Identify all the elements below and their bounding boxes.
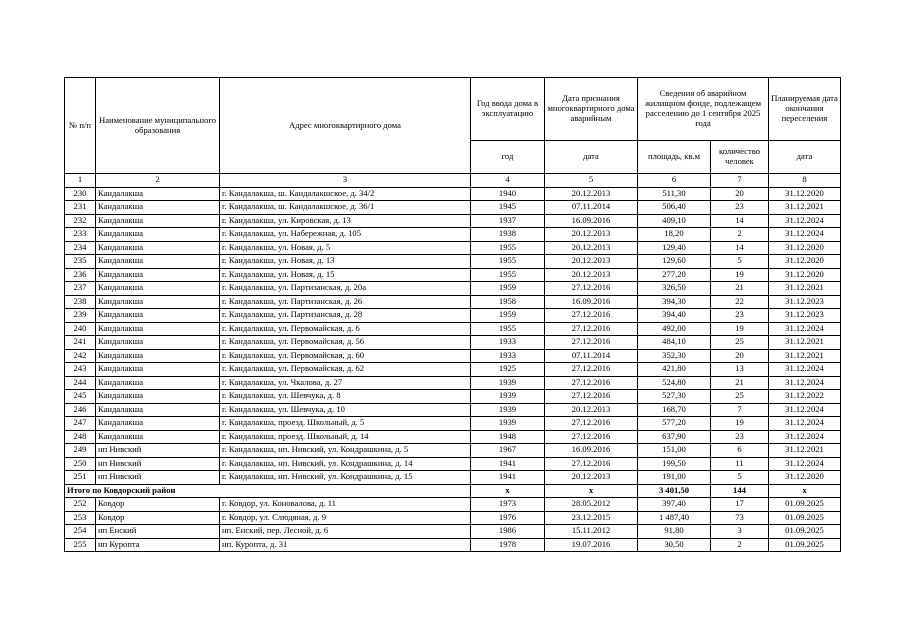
municipality-cell: Кандалакша xyxy=(96,295,220,309)
year-cell: 1941 xyxy=(471,471,545,485)
table-row xyxy=(65,214,841,228)
header-date-emergency: Дата признания многоквартирного дома аварийным xyxy=(545,78,638,141)
row-number: 233 xyxy=(65,228,96,242)
date-cell: 20.12.2013 xyxy=(545,228,638,242)
area-cell: 1 487,40 xyxy=(638,511,711,525)
table-row xyxy=(65,295,841,309)
year-cell: 1938 xyxy=(471,228,545,242)
municipality-cell: Кандалакша xyxy=(96,282,220,296)
end-date-cell: 01.09.2025 xyxy=(769,498,841,512)
year-cell: 1986 xyxy=(471,525,545,539)
year-cell: 1945 xyxy=(471,201,545,215)
row-number: 242 xyxy=(65,349,96,363)
end-date-cell: 31.12.2021 xyxy=(769,336,841,350)
row-number: 237 xyxy=(65,282,96,296)
year-cell: 1959 xyxy=(471,282,545,296)
end-date-cell: 31.12.2020 xyxy=(769,241,841,255)
subheader-date-end: дата xyxy=(769,141,841,174)
end-date-cell: 31.12.2024 xyxy=(769,376,841,390)
row-number: 251 xyxy=(65,471,96,485)
date-cell: 20.12.2013 xyxy=(545,187,638,201)
area-cell: 18,20 xyxy=(638,228,711,242)
year-cell: 1941 xyxy=(471,457,545,471)
row-number: 246 xyxy=(65,403,96,417)
municipality-cell: Кандалакша xyxy=(96,390,220,404)
row-number: 240 xyxy=(65,322,96,336)
address-cell: г. Кандалакша, ул. Чкалова, д. 27 xyxy=(220,376,471,390)
municipality-cell: Кандалакша xyxy=(96,349,220,363)
municipality-cell: Кандалакша xyxy=(96,201,220,215)
row-number: 253 xyxy=(65,511,96,525)
municipality-cell: Кандалакша xyxy=(96,322,220,336)
municipality-cell: Кандалакша xyxy=(96,336,220,350)
table-row xyxy=(65,241,841,255)
area-cell: 191,00 xyxy=(638,471,711,485)
year-cell: 1925 xyxy=(471,363,545,377)
date-cell: 27.12.2016 xyxy=(545,376,638,390)
people-cell: 14 xyxy=(711,241,769,255)
people-cell: 19 xyxy=(711,322,769,336)
people-cell: 23 xyxy=(711,430,769,444)
municipality-cell: Кандалакша xyxy=(96,309,220,323)
year-cell: 1958 xyxy=(471,295,545,309)
area-cell: 394,40 xyxy=(638,309,711,323)
table-row xyxy=(65,498,841,512)
row-number: 249 xyxy=(65,444,96,458)
year-cell: 1940 xyxy=(471,187,545,201)
people-cell: 19 xyxy=(711,417,769,431)
municipality-cell: Кандалакша xyxy=(96,241,220,255)
table-row xyxy=(65,201,841,215)
area-cell: 129,60 xyxy=(638,255,711,269)
address-cell: г. Кандалакша, ул. Новая, д. 5 xyxy=(220,241,471,255)
table-body-total xyxy=(65,484,841,498)
table-row xyxy=(65,538,841,552)
area-cell: 484,10 xyxy=(638,336,711,350)
table-row xyxy=(65,349,841,363)
address-cell: г. Кандалакша, проезд. Школьный, д. 14 xyxy=(220,430,471,444)
municipality-cell: Кандалакша xyxy=(96,268,220,282)
municipality-cell: нп Нивский xyxy=(96,471,220,485)
area-cell: 637,90 xyxy=(638,430,711,444)
end-date-cell: 31.12.2023 xyxy=(769,309,841,323)
date-cell: 27.12.2016 xyxy=(545,390,638,404)
table-row xyxy=(65,417,841,431)
subheader-area: площадь, кв.м xyxy=(638,141,711,174)
municipality-cell: Кандалакша xyxy=(96,376,220,390)
col-number: 3 xyxy=(220,174,471,188)
date-cell: 20.12.2013 xyxy=(545,268,638,282)
subheader-people: количество человек xyxy=(711,141,769,174)
date-cell: 16.09.2016 xyxy=(545,214,638,228)
header-num: № п/п xyxy=(65,78,96,174)
municipality-cell: Кандалакша xyxy=(96,214,220,228)
table-row xyxy=(65,255,841,269)
total-area: 3 401,50 xyxy=(638,484,711,498)
table-row xyxy=(65,390,841,404)
date-cell: 15.11.2012 xyxy=(545,525,638,539)
date-cell: 19.07.2016 xyxy=(545,538,638,552)
date-cell: 27.12.2016 xyxy=(545,282,638,296)
col-number: 6 xyxy=(638,174,711,188)
area-cell: 527,30 xyxy=(638,390,711,404)
row-number: 247 xyxy=(65,417,96,431)
end-date-cell: 31.12.2021 xyxy=(769,282,841,296)
end-date-cell: 01.09.2025 xyxy=(769,511,841,525)
col-number: 7 xyxy=(711,174,769,188)
year-cell: 1933 xyxy=(471,336,545,350)
people-cell: 20 xyxy=(711,349,769,363)
col-number: 4 xyxy=(471,174,545,188)
people-cell: 14 xyxy=(711,214,769,228)
row-number: 234 xyxy=(65,241,96,255)
area-cell: 506,40 xyxy=(638,201,711,215)
table-row xyxy=(65,403,841,417)
area-cell: 352,30 xyxy=(638,349,711,363)
people-cell: 3 xyxy=(711,525,769,539)
date-cell: 20.12.2013 xyxy=(545,403,638,417)
area-cell: 151,00 xyxy=(638,444,711,458)
area-cell: 409,10 xyxy=(638,214,711,228)
date-cell: 20.12.2013 xyxy=(545,471,638,485)
people-cell: 20 xyxy=(711,187,769,201)
header-municipality: Наименование муниципального образования xyxy=(96,78,220,174)
date-cell: 16.09.2016 xyxy=(545,444,638,458)
year-cell: 1939 xyxy=(471,390,545,404)
total-row xyxy=(65,484,841,498)
total-year: х xyxy=(471,484,545,498)
table-row xyxy=(65,444,841,458)
people-cell: 5 xyxy=(711,471,769,485)
municipality-cell: Ковдор xyxy=(96,511,220,525)
address-cell: г. Кандалакша, ул. Первомайская, д. 56 xyxy=(220,336,471,350)
total-date: х xyxy=(545,484,638,498)
row-number: 245 xyxy=(65,390,96,404)
header-info-fund: Сведения об аварийном жилищном фонде, подлежащем расселению до 1 сентября 2025 года xyxy=(638,78,769,141)
address-cell: г. Кандалакша, нп. Нивский, ул. Кондрашкина, д. 15 xyxy=(220,471,471,485)
end-date-cell: 31.12.2024 xyxy=(769,228,841,242)
year-cell: 1939 xyxy=(471,417,545,431)
end-date-cell: 31.12.2024 xyxy=(769,457,841,471)
date-cell: 16.09.2016 xyxy=(545,295,638,309)
year-cell: 1967 xyxy=(471,444,545,458)
municipality-cell: Кандалакша xyxy=(96,430,220,444)
area-cell: 199,50 xyxy=(638,457,711,471)
address-cell: г. Кандалакша, ул. Партизанская, д. 20а xyxy=(220,282,471,296)
year-cell: 1948 xyxy=(471,430,545,444)
people-cell: 2 xyxy=(711,228,769,242)
table-body-kandalaksha xyxy=(65,187,841,484)
area-cell: 168,70 xyxy=(638,403,711,417)
people-cell: 21 xyxy=(711,282,769,296)
municipality-cell: Кандалакша xyxy=(96,187,220,201)
area-cell: 129,40 xyxy=(638,241,711,255)
row-number: 230 xyxy=(65,187,96,201)
area-cell: 511,30 xyxy=(638,187,711,201)
col-number: 2 xyxy=(96,174,220,188)
row-number: 238 xyxy=(65,295,96,309)
end-date-cell: 31.12.2021 xyxy=(769,349,841,363)
people-cell: 23 xyxy=(711,201,769,215)
municipality-cell: нп Куропта xyxy=(96,538,220,552)
municipality-cell: нп Енский xyxy=(96,525,220,539)
area-cell: 277,20 xyxy=(638,268,711,282)
municipality-cell: Кандалакша xyxy=(96,417,220,431)
address-cell: г. Кандалакша, ул. Партизанская, д. 28 xyxy=(220,309,471,323)
end-date-cell: 31.12.2020 xyxy=(769,187,841,201)
housing-table xyxy=(64,77,841,552)
address-cell: г. Кандалакша, ул. Первомайская, д. 6 xyxy=(220,322,471,336)
date-cell: 20.12.2013 xyxy=(545,241,638,255)
table-row xyxy=(65,430,841,444)
end-date-cell: 31.12.2024 xyxy=(769,322,841,336)
address-cell: г. Кандалакша, ул. Первомайская, д. 60 xyxy=(220,349,471,363)
date-cell: 27.12.2016 xyxy=(545,309,638,323)
area-cell: 394,30 xyxy=(638,295,711,309)
end-date-cell: 31.12.2021 xyxy=(769,201,841,215)
people-cell: 19 xyxy=(711,268,769,282)
header-year-commission: Год ввода дома в эксплуатацию xyxy=(471,78,545,141)
subheader-year: год xyxy=(471,141,545,174)
address-cell: нп. Куропта, д. 31 xyxy=(220,538,471,552)
people-cell: 11 xyxy=(711,457,769,471)
people-cell: 7 xyxy=(711,403,769,417)
year-cell: 1955 xyxy=(471,268,545,282)
municipality-cell: нп Нивский xyxy=(96,457,220,471)
table-row xyxy=(65,187,841,201)
table-row xyxy=(65,228,841,242)
year-cell: 1955 xyxy=(471,322,545,336)
table-row xyxy=(65,471,841,485)
address-cell: г. Кандалакша, проезд. Школьный, д. 5 xyxy=(220,417,471,431)
col-number: 5 xyxy=(545,174,638,188)
header-planned-end: Планируемая дата окончания переселения xyxy=(769,78,841,141)
address-cell: г. Кандалакша, ул. Набережная, д. 105 xyxy=(220,228,471,242)
row-number: 250 xyxy=(65,457,96,471)
table-row xyxy=(65,268,841,282)
total-end: х xyxy=(769,484,841,498)
year-cell: 1955 xyxy=(471,255,545,269)
people-cell: 73 xyxy=(711,511,769,525)
table-row xyxy=(65,525,841,539)
date-cell: 28.05.2012 xyxy=(545,498,638,512)
end-date-cell: 31.12.2024 xyxy=(769,214,841,228)
municipality-cell: Кандалакша xyxy=(96,255,220,269)
date-cell: 27.12.2016 xyxy=(545,336,638,350)
year-cell: 1937 xyxy=(471,214,545,228)
year-cell: 1955 xyxy=(471,241,545,255)
end-date-cell: 01.09.2025 xyxy=(769,525,841,539)
end-date-cell: 31.12.2021 xyxy=(769,444,841,458)
year-cell: 1939 xyxy=(471,403,545,417)
row-number: 255 xyxy=(65,538,96,552)
address-cell: г. Кандалакша, ул. Шевчука, д. 10 xyxy=(220,403,471,417)
people-cell: 13 xyxy=(711,363,769,377)
municipality-cell: Кандалакша xyxy=(96,363,220,377)
row-number: 232 xyxy=(65,214,96,228)
row-number: 244 xyxy=(65,376,96,390)
date-cell: 27.12.2016 xyxy=(545,322,638,336)
date-cell: 23.12.2015 xyxy=(545,511,638,525)
people-cell: 25 xyxy=(711,390,769,404)
address-cell: г. Ковдор, ул. Слюдяная, д. 9 xyxy=(220,511,471,525)
address-cell: г. Кандалакша, ул. Партизанская, д. 26 xyxy=(220,295,471,309)
table-row xyxy=(65,336,841,350)
municipality-cell: Ковдор xyxy=(96,498,220,512)
area-cell: 326,50 xyxy=(638,282,711,296)
date-cell: 07.11.2014 xyxy=(545,201,638,215)
address-cell: г. Ковдор, ул. Коновалова, д. 11 xyxy=(220,498,471,512)
area-cell: 577,20 xyxy=(638,417,711,431)
row-number: 241 xyxy=(65,336,96,350)
address-cell: г. Кандалакша, ул. Новая, д. 15 xyxy=(220,268,471,282)
row-number: 236 xyxy=(65,268,96,282)
people-cell: 22 xyxy=(711,295,769,309)
table-row xyxy=(65,511,841,525)
address-cell: г. Кандалакша, нп. Нивский, ул. Кондрашкина, д. 14 xyxy=(220,457,471,471)
address-cell: г. Кандалакша, ш. Кандалакшское, д. 34/2 xyxy=(220,187,471,201)
people-cell: 25 xyxy=(711,336,769,350)
area-cell: 397,40 xyxy=(638,498,711,512)
row-number: 248 xyxy=(65,430,96,444)
area-cell: 91,80 xyxy=(638,525,711,539)
area-cell: 30,50 xyxy=(638,538,711,552)
table-row xyxy=(65,309,841,323)
total-people: 144 xyxy=(711,484,769,498)
municipality-cell: нп Нивский xyxy=(96,444,220,458)
end-date-cell: 31.12.2024 xyxy=(769,403,841,417)
municipality-cell: Кандалакша xyxy=(96,228,220,242)
end-date-cell: 01.09.2025 xyxy=(769,538,841,552)
people-cell: 21 xyxy=(711,376,769,390)
address-cell: нп. Енский, пер. Лесной, д. 6 xyxy=(220,525,471,539)
end-date-cell: 31.12.2022 xyxy=(769,390,841,404)
table-body-kovdor xyxy=(65,498,841,552)
table-row xyxy=(65,322,841,336)
year-cell: 1939 xyxy=(471,376,545,390)
people-cell: 5 xyxy=(711,255,769,269)
date-cell: 27.12.2016 xyxy=(545,363,638,377)
row-number: 231 xyxy=(65,201,96,215)
end-date-cell: 31.12.2020 xyxy=(769,471,841,485)
address-cell: г. Кандалакша, ул. Первомайская, д. 62 xyxy=(220,363,471,377)
area-cell: 421,80 xyxy=(638,363,711,377)
people-cell: 17 xyxy=(711,498,769,512)
area-cell: 492,00 xyxy=(638,322,711,336)
date-cell: 20.12.2013 xyxy=(545,255,638,269)
year-cell: 1973 xyxy=(471,498,545,512)
row-number: 252 xyxy=(65,498,96,512)
subheader-date: дата xyxy=(545,141,638,174)
table-row xyxy=(65,457,841,471)
end-date-cell: 31.12.2020 xyxy=(769,268,841,282)
header-address: Адрес многоквартирного дома xyxy=(220,78,471,174)
year-cell: 1933 xyxy=(471,349,545,363)
address-cell: г. Кандалакша, ул. Новая, д. 13 xyxy=(220,255,471,269)
date-cell: 07.11.2014 xyxy=(545,349,638,363)
col-number: 8 xyxy=(769,174,841,188)
table-row xyxy=(65,376,841,390)
end-date-cell: 31.12.2024 xyxy=(769,417,841,431)
end-date-cell: 31.12.2020 xyxy=(769,255,841,269)
date-cell: 27.12.2016 xyxy=(545,430,638,444)
row-number: 235 xyxy=(65,255,96,269)
end-date-cell: 31.12.2024 xyxy=(769,363,841,377)
table-row xyxy=(65,282,841,296)
end-date-cell: 31.12.2023 xyxy=(769,295,841,309)
year-cell: 1978 xyxy=(471,538,545,552)
people-cell: 23 xyxy=(711,309,769,323)
end-date-cell: 31.12.2024 xyxy=(769,430,841,444)
year-cell: 1976 xyxy=(471,511,545,525)
total-label: Итого по Ковдорский район xyxy=(65,484,471,498)
municipality-cell: Кандалакша xyxy=(96,403,220,417)
address-cell: г. Кандалакша, ул. Кировская, д. 13 xyxy=(220,214,471,228)
row-number: 243 xyxy=(65,363,96,377)
date-cell: 27.12.2016 xyxy=(545,457,638,471)
address-cell: г. Кандалакша, ш. Кандалакшское, д. 36/1 xyxy=(220,201,471,215)
year-cell: 1959 xyxy=(471,309,545,323)
area-cell: 524,80 xyxy=(638,376,711,390)
table-row xyxy=(65,363,841,377)
address-cell: г. Кандалакша, нп. Нивский, ул. Кондрашкина, д. 5 xyxy=(220,444,471,458)
people-cell: 6 xyxy=(711,444,769,458)
row-number: 239 xyxy=(65,309,96,323)
row-number: 254 xyxy=(65,525,96,539)
people-cell: 2 xyxy=(711,538,769,552)
address-cell: г. Кандалакша, ул. Шевчука, д. 8 xyxy=(220,390,471,404)
date-cell: 27.12.2016 xyxy=(545,417,638,431)
col-number: 1 xyxy=(65,174,96,188)
